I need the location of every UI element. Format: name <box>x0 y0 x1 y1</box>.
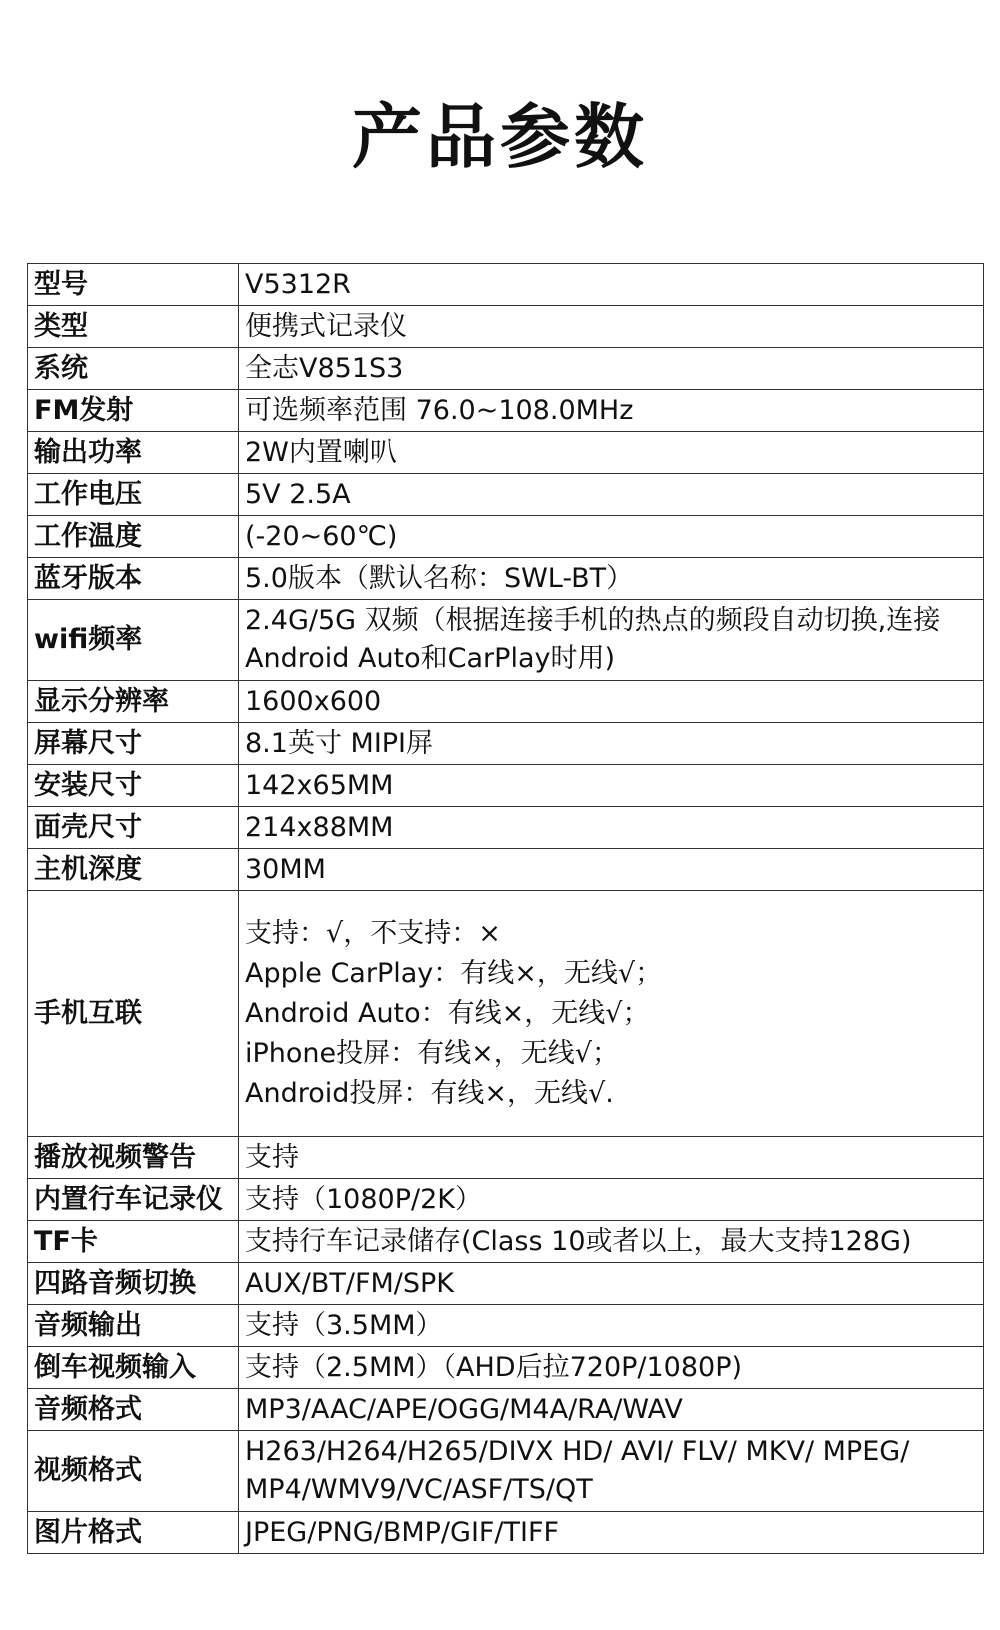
spec-row-panel-size <box>28 807 984 849</box>
spec-value: 可选频率范围 76.0~108.0MHz <box>239 390 984 432</box>
spec-value: JPEG/PNG/BMP/GIF/TIFF <box>239 1512 984 1554</box>
spec-row-fm <box>28 390 984 432</box>
spec-row-wifi <box>28 600 984 681</box>
spec-label: 蓝牙版本 <box>28 558 239 600</box>
spec-label: 屏幕尺寸 <box>28 723 239 765</box>
spec-value: H263/H264/H265/DIVX HD/ AVI/ FLV/ MKV/ MPEG/ MP4/WMV9/VC/ASF/TS/QT <box>239 1431 984 1512</box>
spec-row-audio-switch <box>28 1263 984 1305</box>
spec-label: 安装尺寸 <box>28 765 239 807</box>
spec-row-video-warning <box>28 1137 984 1179</box>
spec-row-bluetooth <box>28 558 984 600</box>
spec-label: 工作温度 <box>28 516 239 558</box>
spec-row-phone-link <box>28 891 984 1137</box>
spec-label: 主机深度 <box>28 849 239 891</box>
spec-value: 支持 <box>239 1137 984 1179</box>
spec-label: 显示分辨率 <box>28 681 239 723</box>
spec-row-audio-output <box>28 1305 984 1347</box>
spec-label: 内置行车记录仪 <box>28 1179 239 1221</box>
spec-value: V5312R <box>239 264 984 306</box>
spec-row-screen-size <box>28 723 984 765</box>
phone-link-line: Android投屏：有线×，无线√. <box>245 1077 614 1109</box>
spec-label: 输出功率 <box>28 432 239 474</box>
spec-value: 支持（2.5MM）（AHD后拉720P/1080P) <box>239 1347 984 1389</box>
spec-value: 便携式记录仪 <box>239 306 984 348</box>
spec-value: 2W内置喇叭 <box>239 432 984 474</box>
spec-row-video-format <box>28 1431 984 1512</box>
spec-value: 5V 2.5A <box>239 474 984 516</box>
spec-label: 播放视频警告 <box>28 1137 239 1179</box>
spec-row-tf-card <box>28 1221 984 1263</box>
spec-row-audio-format <box>28 1389 984 1431</box>
spec-value: 支持行车记录储存(Class 10或者以上，最大支持128G) <box>239 1221 984 1263</box>
spec-value: 1600x600 <box>239 681 984 723</box>
spec-value: 支持（3.5MM） <box>239 1305 984 1347</box>
spec-label: 倒车视频输入 <box>28 1347 239 1389</box>
spec-value: 8.1英寸 MIPI屏 <box>239 723 984 765</box>
spec-row-temperature <box>28 516 984 558</box>
spec-row-output-power <box>28 432 984 474</box>
spec-label: 面壳尺寸 <box>28 807 239 849</box>
spec-value: 5.0版本（默认名称：SWL-BT） <box>239 558 984 600</box>
spec-table <box>27 263 984 1554</box>
spec-label: 图片格式 <box>28 1512 239 1554</box>
spec-value: 全志V851S3 <box>239 348 984 390</box>
spec-value: 30MM <box>239 849 984 891</box>
spec-value: 2.4G/5G 双频（根据连接手机的热点的频段自动切换,连接Android Auto和CarPlay时用) <box>239 600 984 681</box>
page-title: 产品参数 <box>352 96 648 178</box>
spec-row-depth <box>28 849 984 891</box>
spec-label: 视频格式 <box>28 1431 239 1512</box>
spec-label: 型号 <box>28 264 239 306</box>
spec-value: 142x65MM <box>239 765 984 807</box>
spec-row-resolution <box>28 681 984 723</box>
spec-row-image-format <box>28 1512 984 1554</box>
spec-label: FM发射 <box>28 390 239 432</box>
spec-value: MP3/AAC/APE/OGG/M4A/RA/WAV <box>239 1389 984 1431</box>
spec-label: TF卡 <box>28 1221 239 1263</box>
spec-value: 214x88MM <box>239 807 984 849</box>
phone-link-line: Android Auto：有线×，无线√； <box>245 997 650 1029</box>
phone-link-lines <box>245 914 983 1114</box>
spec-row-install-size <box>28 765 984 807</box>
spec-label: 手机互联 <box>28 891 239 1137</box>
spec-row-dashcam <box>28 1179 984 1221</box>
spec-label: 四路音频切换 <box>28 1263 239 1305</box>
spec-row-reverse-camera <box>28 1347 984 1389</box>
spec-value: (-20~60℃) <box>239 516 984 558</box>
spec-label: 工作电压 <box>28 474 239 516</box>
spec-row-type <box>28 306 984 348</box>
spec-value: AUX/BT/FM/SPK <box>239 1263 984 1305</box>
phone-link-line: 支持：√，不支持：× <box>245 917 501 949</box>
phone-link-line: Apple CarPlay：有线×，无线√； <box>245 957 663 989</box>
spec-label: 类型 <box>28 306 239 348</box>
phone-link-line: iPhone投屏：有线×，无线√； <box>245 1037 619 1069</box>
spec-value <box>239 891 984 1137</box>
spec-row-model <box>28 264 984 306</box>
spec-row-voltage <box>28 474 984 516</box>
spec-label: wifi频率 <box>28 600 239 681</box>
spec-label: 音频格式 <box>28 1389 239 1431</box>
spec-label: 音频输出 <box>28 1305 239 1347</box>
spec-label: 系统 <box>28 348 239 390</box>
spec-row-system <box>28 348 984 390</box>
spec-value: 支持（1080P/2K） <box>239 1179 984 1221</box>
